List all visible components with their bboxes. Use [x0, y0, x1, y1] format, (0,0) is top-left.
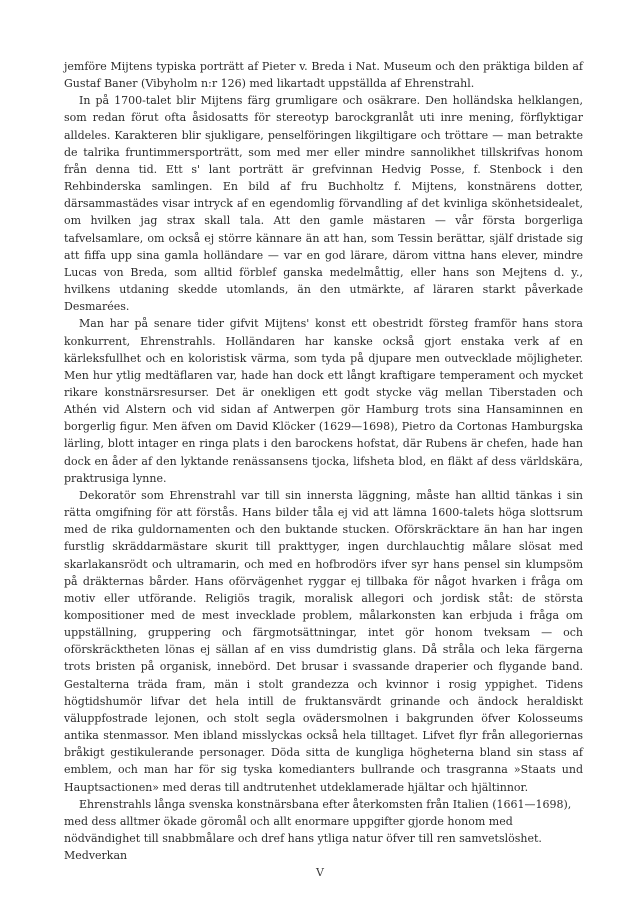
paragraph-5: Ehrenstrahls långa svenska konstnärsbana efter återkomsten från Italien (1661—1698), med dess alltmer ökade göromål och allt enormare uppgifter gjorde honom med nödvändighet till snabbmålare och dref hans ytliga natur öfver till ren samvetslöshet. Medverkan [64, 797, 572, 863]
page-body [64, 58, 583, 863]
paragraph-3: Man har på senare tider gifvit Mijtens' konst ett obestridt försteg framför hans stora konkurrent, Ehrenstrahls. Holländaren har kanske också gjort enstaka verk af en kärleksfullhet och en koloristisk värma, som tyda på djupare men outvecklade möjligheter. Men hur ytlig medtäflaren var, hade han dock ett långt kraftigare temperament och mycket rikare konstnärsresurser. Det är onekligen ett godt stycke väg mellan Tiberstaden och Athén vid Alstern och vid sidan af Antwerpen gör Hamburg trots sina Hansaminnen en borgerlig figur. Men äfven om David Klöcker (1629—1698), Pietro da Cortonas Hamburgska lärling, blott intager en ringa plats i den barockens hofstat, där Rubens är chefen, hade han dock en åder af den lyktande renässansens tjocka, lifsheta blod, en fläkt af dess världskära, praktrusiga lynne. [64, 317, 583, 485]
page-number: V [316, 866, 324, 879]
paragraph-4: Dekoratör som Ehrenstrahl var till sin innersta läggning, måste han alltid tänkas i sin rätta omgifning för att förstås. Hans bilder tåla ej vid att lämna 1600-talets höga slottsrum med de rika guldornamenten och den buktande stucken. Oförskräcktare än han har ingen furstlig skräddarmästare skurit till prakttyger, ingen durchlauchtig målare slösat med skarlakansrödt och ultramarin, och med en hofbrodörs ifver syr hans pensel sin klumpsöm på dräkternas bårder. Hans oförvägenhet ryggar ej tillbaka för något hvarken i fråga om motiv eller utförande. Religiös tragik, moralisk allegori och jordisk ståt: de största kompositioner med de mest invecklade problem, målarkonsten kan erbjuda i fråga om uppställning, gruppering och färgmotsättningar, intet gör honom tveksam — och oförskräcktheten lönas ej sällan af en viss dumdristig glans. Då stråla och leka färgerna trots bristen på organisk, innebörd. Det brusar i svassande draperier och flygande band. Gestalterna träda fram, män i stolt grandezza och kvinnor i rosig yppighet. Tidens högtidshumör lifvar det hela intill de fruktansvärdt grinande och ändock heraldiskt väluppfostrade lejonen, och stolt segla ovädersmolnen i bakgrunden öfver Kolosseums antika stenmassor. Men ibland misslyckas också hela tilltaget. Lifvet flyr från allegoriernas bråkigt gestikulerande personager. Döda sitta de kungliga högheterna bland sin stass af emblem, och man har för sig tyska komedianters bullrande och trasgranna »Staats und Hauptsactionen» med deras till andtrutenhet utdeklamerade hjältar och hjältinnor. [64, 488, 583, 794]
paragraph-1: jemföre Mijtens typiska porträtt af Pieter v. Breda i Nat. Museum och den präktiga bilden af Gustaf Baner (Vibyholm n:r 126) med likartadt uppställda af Ehrenstrahl. [64, 60, 583, 91]
paragraph-2: In på 1700-talet blir Mijtens färg grumligare och osäkrare. Den holländska helklangen, som redan förut ofta åsidosatts för stereotyp barockgranlåt uti inre mening, förflyktigar alldeles. Karakteren blir sjukligare, penselföringen likgiltigare och tröttare — man betrakte de talrika fruntimmersporträtt, som med mer eller mindre sannolikhet tillskrifvas honom från denna tid. Ett s' lant porträtt är grefvinnan Hedvig Posse, f. Stenbock i den Rehbinderska samlingen. En bild af fru Buchholtz f. Mijtens, konstnärens dotter, därsammastädes visar intryck af en egendomlig förvandling af det kvinliga skönhetsidealet, om hvilken jag strax skall tala. Att den gamle mästaren — vår första borgerliga tafvelsamlare, om också ej större kännare än att han, som Tessin berättar, själf dristade sig att fiffa upp sina gamla holländare — var en god lärare, därom vittna hans elever, mindre Lucas von Breda, som alltid förblef ganska medelmåttig, eller hans son Mejtens d. y., hvilkens utdaning skedde utomlands, än den utmärkte, af läraren starkt påverkade Desmarées. [64, 94, 583, 314]
